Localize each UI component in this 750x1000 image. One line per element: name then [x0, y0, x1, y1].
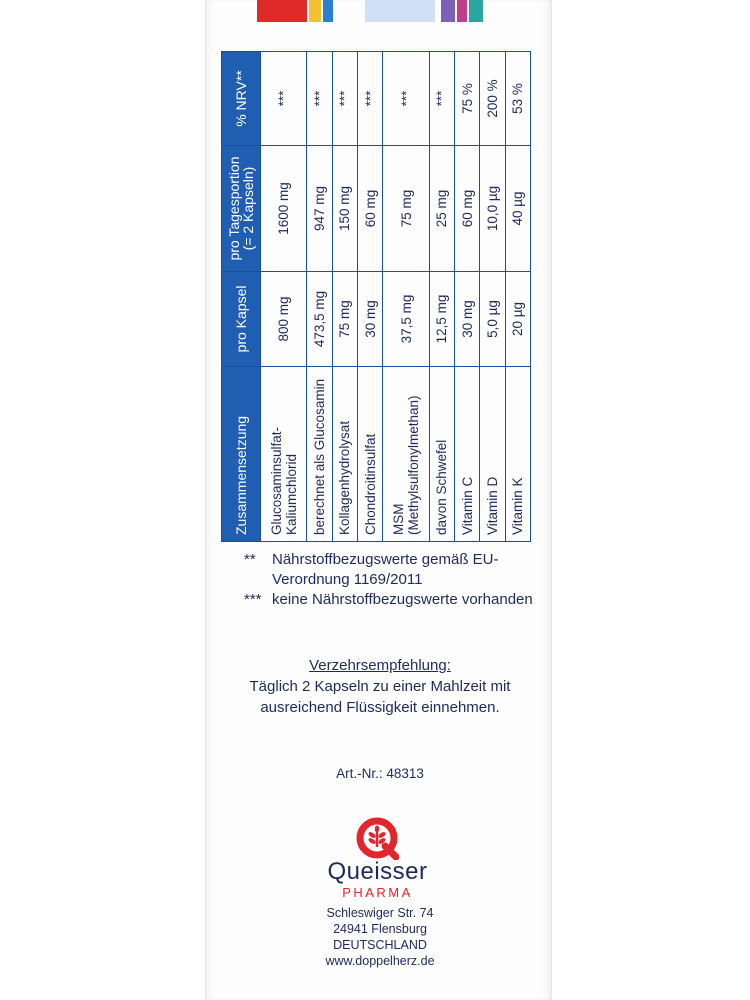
header-per-capsule: pro Kapsel: [222, 272, 261, 367]
brand-name: Queisser: [327, 858, 428, 885]
brand-subtitle: PHARMA: [342, 885, 413, 900]
table-row: Vitamin C 30 mg 60 mg 75 %: [455, 52, 480, 542]
table-row: Vitamin D 5,0 µg 10,0 µg 200 %: [480, 52, 505, 542]
address-country: DEUTSCHLAND: [333, 938, 427, 952]
nutrition-table: [221, 51, 531, 542]
header-composition: Zusammensetzung: [222, 367, 261, 542]
usage-heading: Verzehrsempfehlung:: [309, 657, 451, 674]
footnote-nrv: ** Nährstoffbezugswerte gemäß EU-Verordnung 1169/2011: [244, 551, 499, 588]
address-website: www.doppelherz.de: [325, 954, 435, 968]
header-nrv: % NRV**: [222, 52, 261, 146]
package-top-strip: [205, 0, 550, 22]
table-row: Kollagenhydrolysat 75 mg 150 mg ***: [332, 52, 357, 542]
address-street: Schleswiger Str. 74: [326, 906, 434, 920]
address: [290, 905, 470, 969]
header-per-day: pro Tagesportion (= 2 Kapseln): [222, 146, 261, 272]
queisser-logo-icon: [355, 816, 399, 860]
address-city: 24941 Flensburg: [333, 922, 427, 936]
table-row: Chondroitinsulfat 30 mg 60 mg ***: [358, 52, 383, 542]
table-row: MSM (Methylsulfonylmethan) 37,5 mg 75 mg ***: [383, 52, 429, 542]
nutrition-table-container: [221, 52, 531, 542]
footnotes: [244, 550, 534, 610]
table-row: Glucosaminsulfat-Kaliumchlorid 800 mg 1600 mg ***: [261, 52, 307, 542]
usage-recommendation: [230, 655, 530, 718]
table-row: Vitamin K 20 µg 40 µg 53 %: [505, 52, 530, 542]
footnote-no-nrv: *** keine Nährstoffbezugswerte vorhanden: [244, 591, 533, 608]
table-row: davon Schwefel 12,5 mg 25 mg ***: [429, 52, 454, 542]
usage-text: Täglich 2 Kapseln zu einer Mahlzeit mit ausreichend Flüssigkeit einnehmen.: [249, 678, 511, 716]
article-number: Art.-Nr.: 48313: [336, 766, 424, 781]
table-row: berechnet als Glucosamin 473,5 mg 947 mg ***: [307, 52, 332, 542]
